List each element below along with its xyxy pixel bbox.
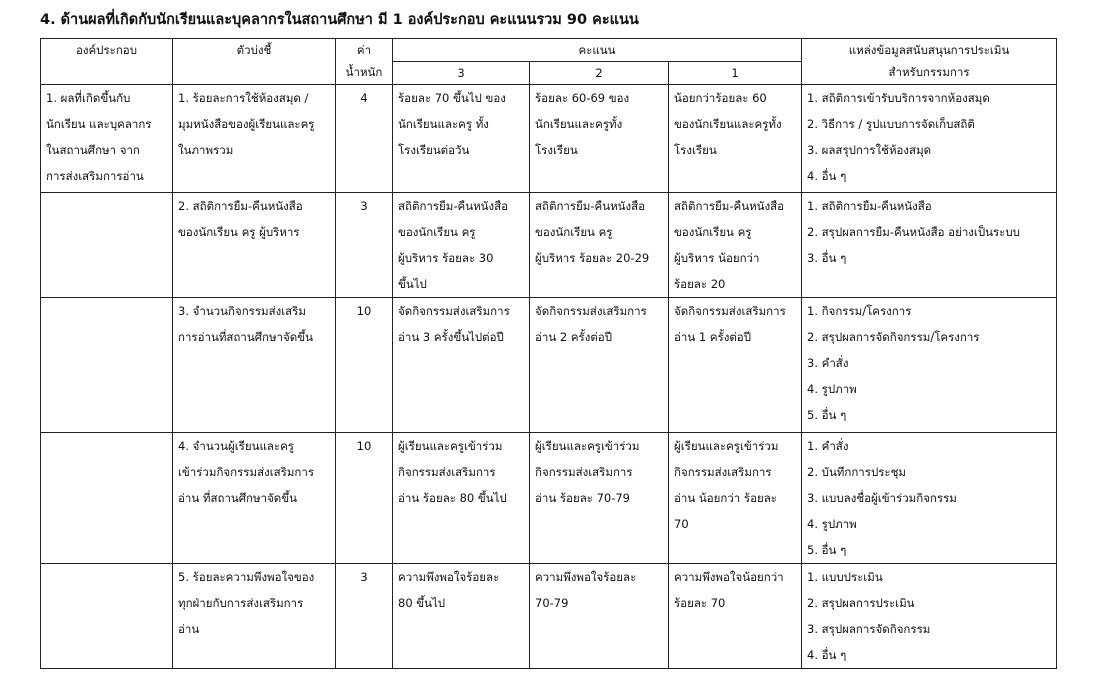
header-indicator: ตัวบ่งชี้ bbox=[173, 39, 336, 85]
cell-text-line: 2. สรุปผลการจัดกิจกรรม/โครงการ bbox=[807, 330, 980, 344]
cell-text-line: อ่าน 3 ครั้งขึ้นไปต่อปี bbox=[398, 330, 504, 344]
cell-text-line: ขึ้นไป bbox=[398, 277, 427, 291]
cell-text-line: 3. สรุปผลการจัดกิจกรรม bbox=[807, 622, 931, 636]
cell-text-line: 3. แบบลงชื่อผู้เข้าร่วมกิจกรรม bbox=[807, 491, 957, 505]
cell-text-line: ผู้เรียนและครูเข้าร่วม bbox=[535, 439, 640, 453]
cell-text-line: ของนักเรียน ครู bbox=[674, 225, 752, 239]
indicator-cell bbox=[173, 564, 336, 669]
cell-text-line: 4. รูปภาพ bbox=[807, 517, 857, 531]
cell-text-line: อ่าน 1 ครั้งต่อปี bbox=[674, 330, 752, 344]
component-cell bbox=[41, 298, 173, 433]
header-weight-line: ค่า bbox=[356, 43, 372, 57]
cell-text-line: 3. คำสั่ง bbox=[807, 356, 849, 370]
cell-text-line: ความพึงพอใจน้อยกว่า bbox=[674, 570, 784, 584]
cell-text-line: 70 bbox=[674, 517, 689, 531]
cell-text-line: 5. อื่น ๆ bbox=[807, 408, 847, 422]
cell-text-line: ของนักเรียน ครู ผู้บริหาร bbox=[178, 225, 300, 239]
cell-text-line: 3. ผลสรุปการใช้ห้องสมุด bbox=[807, 143, 932, 157]
cell-text-line: 5. ร้อยละความพึงพอใจของ bbox=[178, 570, 315, 584]
cell-text-line: ความพึงพอใจร้อยละ bbox=[535, 570, 637, 584]
cell-text-line: ผู้เรียนและครูเข้าร่วม bbox=[398, 439, 503, 453]
cell-text-line: 1. กิจกรรม/โครงการ bbox=[807, 304, 912, 318]
cell-text-line: 1. คำสั่ง bbox=[807, 439, 849, 453]
cell-text-line: ผู้บริหาร ร้อยละ 30 bbox=[398, 251, 494, 265]
weight-cell: 3 bbox=[336, 564, 393, 669]
cell-text-line: น้อยกว่าร้อยละ 60 bbox=[674, 91, 767, 105]
cell-text-line: 1. แบบประเมิน bbox=[807, 570, 883, 584]
header-score-3: 3 bbox=[393, 62, 530, 85]
cell-text-line: ผู้บริหาร น้อยกว่า bbox=[674, 251, 760, 265]
cell-text-line: โรงเรียน bbox=[535, 143, 578, 157]
score-3-cell bbox=[393, 298, 530, 433]
evidence-cell bbox=[802, 298, 1057, 433]
score-3-cell bbox=[393, 433, 530, 564]
cell-text-line: อ่าน ร้อยละ 80 ขึ้นไป bbox=[398, 491, 507, 505]
cell-text-line: เข้าร่วมกิจกรรมส่งเสริมการ bbox=[178, 465, 315, 479]
cell-text-line: 2. บันทึกการประชุม bbox=[807, 465, 906, 479]
cell-text-line: โรงเรียนต่อวัน bbox=[398, 143, 470, 157]
weight-cell: 4 bbox=[336, 85, 393, 193]
cell-text-line: ผู้บริหาร ร้อยละ 20-29 bbox=[535, 251, 650, 265]
page-title: 4. ด้านผลที่เกิดกับนักเรียนและบุคลากรในสถานศึกษา มี 1 องค์ประกอบ คะแนนรวม 90 คะแนน bbox=[40, 12, 639, 28]
header-evidence-line: สำหรับกรรมการ bbox=[888, 65, 970, 79]
table-row bbox=[41, 85, 1057, 193]
cell-text-line: ในสถานศึกษา จาก bbox=[46, 143, 140, 157]
cell-text-line: กิจกรรมส่งเสริมการ bbox=[398, 465, 496, 479]
cell-text-line: อ่าน 2 ครั้งต่อปี bbox=[535, 330, 613, 344]
weight-cell: 10 bbox=[336, 433, 393, 564]
score-1-cell bbox=[669, 298, 802, 433]
cell-text-line: อ่าน bbox=[178, 622, 200, 636]
component-cell bbox=[41, 433, 173, 564]
cell-text-line: นักเรียน และบุคลากร bbox=[46, 117, 152, 131]
header-score: คะแนน bbox=[393, 39, 802, 62]
table-row bbox=[41, 193, 1057, 298]
score-3-cell bbox=[393, 85, 530, 193]
cell-text-line: ในภาพรวม bbox=[178, 143, 234, 157]
cell-text-line: ร้อยละ 70 bbox=[674, 596, 726, 610]
cell-text-line: สถิติการยืม-คืนหนังสือ bbox=[398, 199, 509, 213]
cell-text-line: สถิติการยืม-คืนหนังสือ bbox=[674, 199, 785, 213]
cell-text-line: 2. สรุปผลการประเมิน bbox=[807, 596, 915, 610]
score-2-cell bbox=[530, 85, 669, 193]
cell-text-line: นักเรียนและครู ทั้ง bbox=[398, 117, 489, 131]
weight-cell: 3 bbox=[336, 193, 393, 298]
cell-text-line: ของนักเรียน ครู bbox=[535, 225, 613, 239]
cell-text-line: ของนักเรียน ครู bbox=[398, 225, 476, 239]
cell-text-line: 5. อื่น ๆ bbox=[807, 543, 847, 557]
cell-text-line: 2. วิธีการ / รูปแบบการจัดเก็บสถิติ bbox=[807, 117, 975, 131]
table-row bbox=[41, 433, 1057, 564]
cell-text-line: 4. จำนวนผู้เรียนและครู bbox=[178, 439, 294, 453]
header-row bbox=[41, 39, 1057, 62]
cell-text-line: ผู้เรียนและครูเข้าร่วม bbox=[674, 439, 779, 453]
cell-text-line: 4. รูปภาพ bbox=[807, 382, 857, 396]
indicator-cell bbox=[173, 433, 336, 564]
score-2-cell bbox=[530, 433, 669, 564]
cell-text-line: อ่าน ที่สถานศึกษาจัดขึ้น bbox=[178, 491, 297, 505]
cell-text-line: กิจกรรมส่งเสริมการ bbox=[535, 465, 633, 479]
score-3-cell bbox=[393, 193, 530, 298]
table-row bbox=[41, 564, 1057, 669]
cell-text-line: กิจกรรมส่งเสริมการ bbox=[674, 465, 772, 479]
header-weight-line: น้ำหนัก bbox=[345, 65, 383, 79]
cell-text-line: จัดกิจกรรมส่งเสริมการ bbox=[398, 304, 510, 318]
cell-text-line: ความพึงพอใจร้อยละ bbox=[398, 570, 500, 584]
score-3-cell bbox=[393, 564, 530, 669]
cell-text-line: จัดกิจกรรมส่งเสริมการ bbox=[674, 304, 786, 318]
score-1-cell bbox=[669, 85, 802, 193]
cell-text-line: การอ่านที่สถานศึกษาจัดขึ้น bbox=[178, 330, 313, 344]
score-2-cell bbox=[530, 564, 669, 669]
header-score-1: 1 bbox=[669, 62, 802, 85]
cell-text-line: จัดกิจกรรมส่งเสริมการ bbox=[535, 304, 647, 318]
cell-text-line: สถิติการยืม-คืนหนังสือ bbox=[535, 199, 646, 213]
cell-text-line: 2. สถิติการยืม-คืนหนังสือ bbox=[178, 199, 303, 213]
cell-text-line: มุมหนังสือของผู้เรียนและครู bbox=[178, 117, 315, 131]
evidence-cell bbox=[802, 433, 1057, 564]
component-cell bbox=[41, 85, 173, 193]
rubric-table bbox=[40, 38, 1057, 669]
evidence-cell bbox=[802, 193, 1057, 298]
cell-text-line: ร้อยละ 70 ขึ้นไป ของ bbox=[398, 91, 506, 105]
indicator-cell bbox=[173, 85, 336, 193]
header-score-2: 2 bbox=[530, 62, 669, 85]
header-evidence-line: แหล่งข้อมูลสนับสนุนการประเมิน bbox=[848, 43, 1010, 57]
cell-text-line: 1. สถิติการเข้ารับบริการจากห้องสมุด bbox=[807, 91, 990, 105]
score-2-cell bbox=[530, 193, 669, 298]
header-evidence bbox=[802, 39, 1057, 85]
cell-text-line: 80 ขึ้นไป bbox=[398, 596, 446, 610]
cell-text-line: 4. อื่น ๆ bbox=[807, 169, 847, 183]
cell-text-line: 2. สรุปผลการยืม-คืนหนังสือ อย่างเป็นระบบ bbox=[807, 225, 1020, 239]
cell-text-line: 1. ผลที่เกิดขึ้นกับ bbox=[46, 91, 131, 105]
cell-text-line: ของนักเรียนและครูทั้ง bbox=[674, 117, 782, 131]
evidence-cell bbox=[802, 564, 1057, 669]
cell-text-line: อ่าน ร้อยละ 70-79 bbox=[535, 491, 630, 505]
cell-text-line: 70-79 bbox=[535, 596, 569, 610]
component-cell bbox=[41, 193, 173, 298]
rubric-body bbox=[41, 85, 1057, 669]
cell-text-line: การส่งเสริมการอ่าน bbox=[46, 169, 144, 183]
cell-text-line: 4. อื่น ๆ bbox=[807, 648, 847, 662]
cell-text-line: 3. จำนวนกิจกรรมส่งเสริม bbox=[178, 304, 306, 318]
header-weight bbox=[336, 39, 393, 85]
weight-cell: 10 bbox=[336, 298, 393, 433]
component-cell bbox=[41, 564, 173, 669]
cell-text-line: 1. สถิติการยืม-คืนหนังสือ bbox=[807, 199, 932, 213]
score-1-cell bbox=[669, 193, 802, 298]
cell-text-line: นักเรียนและครูทั้ง bbox=[535, 117, 623, 131]
cell-text-line: 1. ร้อยละการใช้ห้องสมุด / bbox=[178, 91, 309, 105]
indicator-cell bbox=[173, 298, 336, 433]
cell-text-line: ร้อยละ 60-69 ของ bbox=[535, 91, 630, 105]
header-component: องค์ประกอบ bbox=[41, 39, 173, 85]
score-1-cell bbox=[669, 433, 802, 564]
cell-text-line: ทุกฝ่ายกับการส่งเสริมการ bbox=[178, 596, 304, 610]
cell-text-line: โรงเรียน bbox=[674, 143, 717, 157]
table-row bbox=[41, 298, 1057, 433]
cell-text-line: ร้อยละ 20 bbox=[674, 277, 726, 291]
evidence-cell bbox=[802, 85, 1057, 193]
cell-text-line: อ่าน น้อยกว่า ร้อยละ bbox=[674, 491, 777, 505]
score-1-cell bbox=[669, 564, 802, 669]
indicator-cell bbox=[173, 193, 336, 298]
score-2-cell bbox=[530, 298, 669, 433]
cell-text-line: 3. อื่น ๆ bbox=[807, 251, 847, 265]
